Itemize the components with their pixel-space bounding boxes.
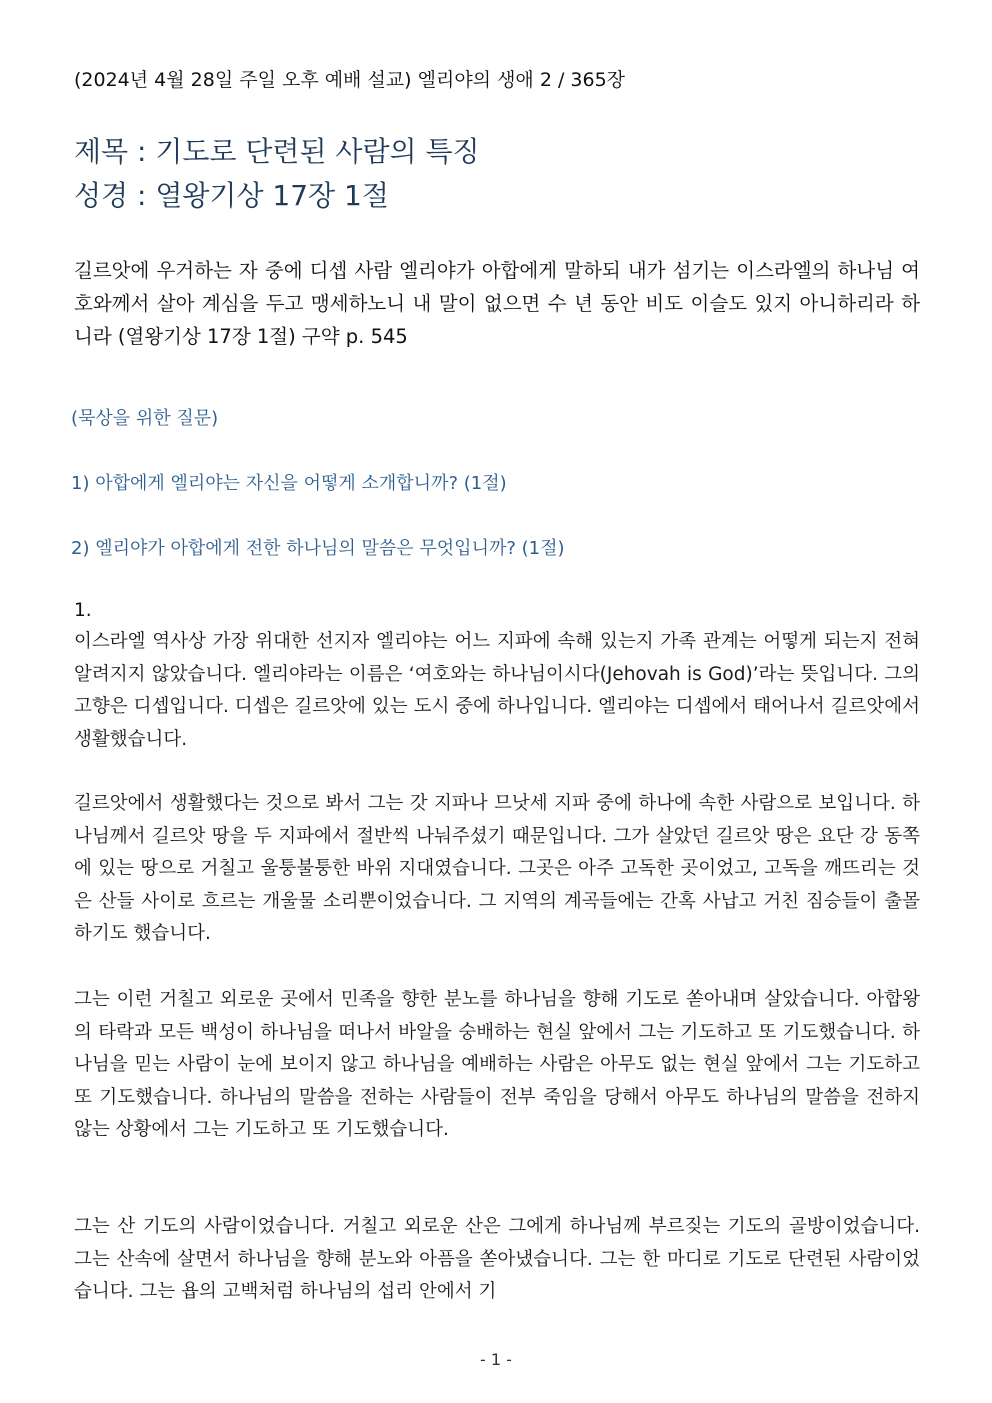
body-paragraph-4: 그는 산 기도의 사람이었습니다. 거칠고 외로운 산은 그에게 하나님께 부르짖는 기도의 골방이었습니다. 그는 산속에 살면서 하나님을 향해 분노와 아픔을 쏟아냈습니다. 그는 한 마디로 기도로 단련된 사람이었습니다. 그는 욥의 고백처럼 하나님의 섭리 안에서 기 xyxy=(74,1216,920,1302)
body-paragraph-3: 그는 이런 거칠고 외로운 곳에서 민족을 향한 분노를 하나님을 향해 기도로 쏟아내며 살았습니다. 아합왕의 타락과 모든 백성이 하나님을 떠나서 바알을 숭배하는 현실 앞에서 그는 기도하고 또 기도했습니다. 하나님을 믿는 사람이 눈에 보이지 않고 하나님을 예배하는 사람은 아무도 없는 현실 앞에서 그는 기도하고 또 기도했습니다. 하나님의 말씀을 전하는 사람들이 전부 죽임을 당해서 아무도 하나님의 말씀을 전하지 않는 상황에서 그는 기도하고 또 기도했습니다. xyxy=(74,989,920,1140)
scripture-reference-title: 성경 : 열왕기상 17장 1절 xyxy=(74,179,389,212)
page-number: - 1 - xyxy=(480,1350,512,1369)
sermon-title: 제목 : 기도로 단련된 사람의 특징 xyxy=(74,135,480,168)
meditation-question-2: 2) 엘리야가 아합에게 전한 하나님의 말씀은 무엇입니까? (1절) xyxy=(71,538,565,559)
section-number: 1. xyxy=(74,600,92,621)
meditation-heading: (묵상을 위한 질문) xyxy=(71,408,219,429)
body-paragraph-1: 이스라엘 역사상 가장 위대한 선지자 엘리야는 어느 지파에 속해 있는지 가족 관계는 어떻게 되는지 전혀 알려지지 않았습니다. 엘리야라는 이름은 ‘여호와는 하나님이시다(Jehovah is God)’라는 뜻입니다. 그의 고향은 디셉입니다. 디셉은 길르앗에 있는 도시 중에 하나입니다. 엘리야는 디셉에서 태어나서 길르앗에서 생활했습니다. xyxy=(74,631,920,750)
body-paragraph-2: 길르앗에서 생활했다는 것으로 봐서 그는 갓 지파나 므낫세 지파 중에 하나에 속한 사람으로 보입니다. 하나님께서 길르앗 땅을 두 지파에서 절반씩 나눠주셨기 때문입니다. 그가 살았던 길르앗 땅은 요단 강 동쪽에 있는 땅으로 거칠고 울퉁불퉁한 바위 지대였습니다. 그곳은 아주 고독한 곳이었고, 고독을 깨뜨리는 것은 산들 사이로 흐르는 개울물 소리뿐이었습니다. 그 지역의 계곡들에는 간혹 사납고 거친 짐승들이 출몰하기도 했습니다. xyxy=(74,793,920,944)
scripture-passage: 길르앗에 우거하는 자 중에 디셉 사람 엘리야가 아합에게 말하되 내가 섬기는 이스라엘의 하나님 여호와께서 살아 계심을 두고 맹세하노니 내 말이 없으면 수 년 동안 비도 이슬도 있지 아니하리라 하니라 (열왕기상 17장 1절) 구약 p. 545 xyxy=(74,259,920,348)
meditation-question-1: 1) 아합에게 엘리야는 자신을 어떻게 소개합니까? (1절) xyxy=(71,473,507,494)
sermon-header: (2024년 4월 28일 주일 오후 예배 설교) 엘리야의 생애 2 / 365장 xyxy=(74,69,626,91)
